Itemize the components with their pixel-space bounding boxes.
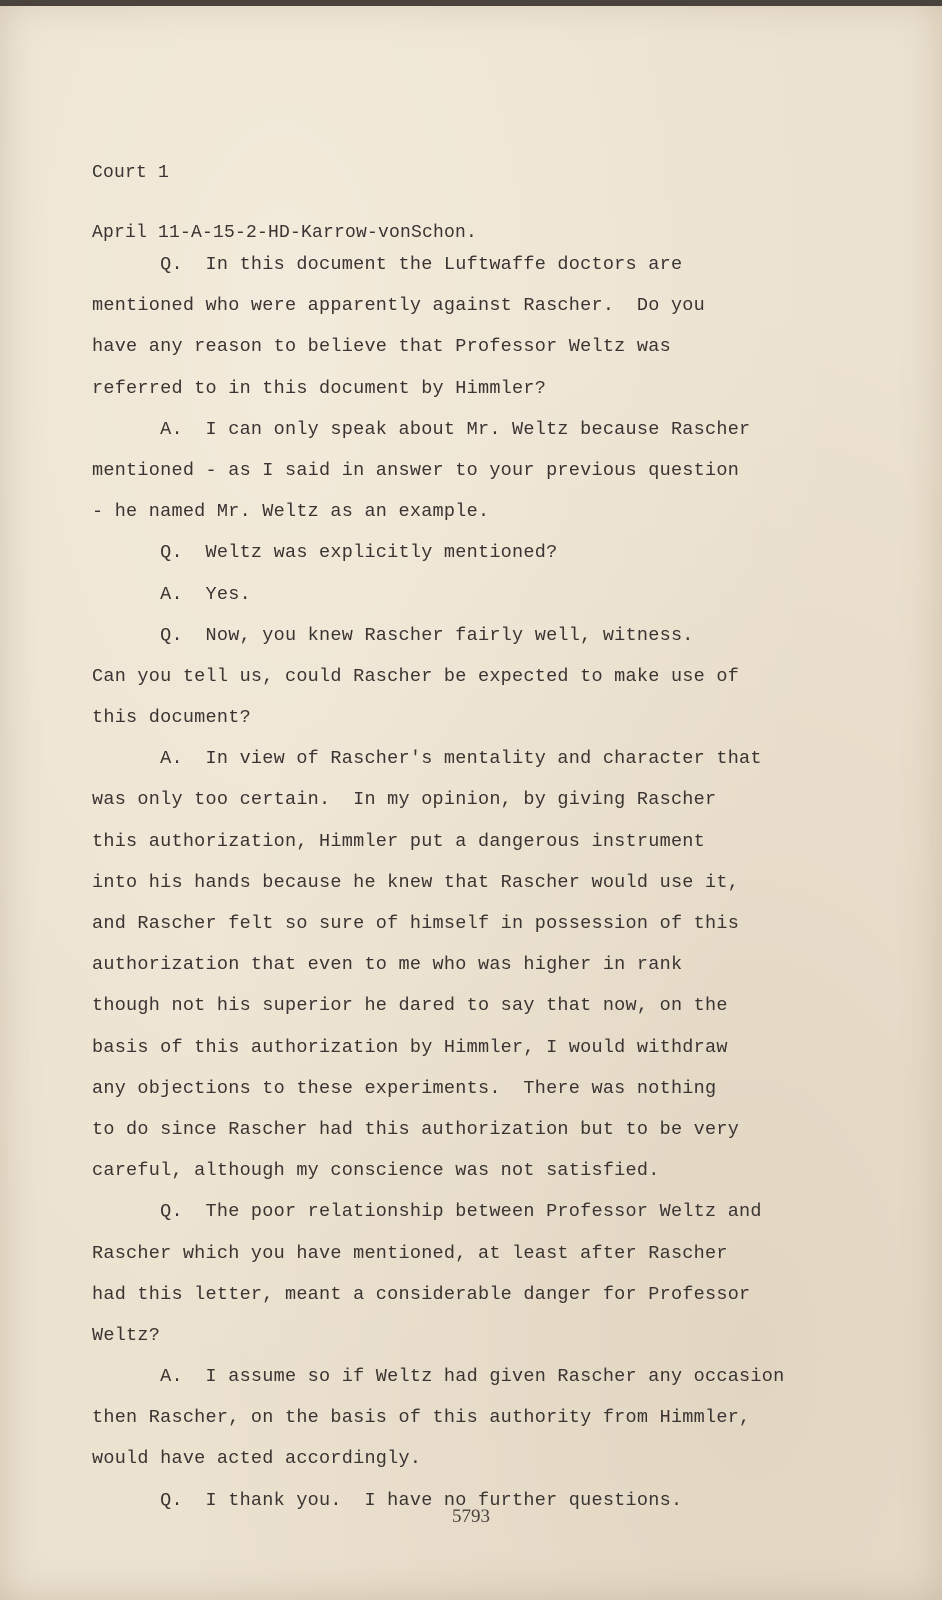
transcript-line: Q. In this document the Luftwaffe doctors are	[92, 254, 683, 275]
transcript-line: A. Yes.	[92, 583, 251, 605]
transcript-line: mentioned - as I said in answer to your previous question	[92, 459, 740, 481]
header-session-id: April 11-A-15-2-HD-Karrow-vonSchon.	[92, 223, 478, 243]
transcript-line: though not his superior he dared to say that now, on the	[92, 995, 728, 1017]
transcript-line: Q. Now, you knew Rascher fairly well, witness.	[92, 624, 694, 646]
transcript-line: Q. The poor relationship between Professor Weltz and	[92, 1201, 762, 1223]
transcript-line: basis of this authorization by Himmler, I would withdraw	[92, 1036, 728, 1058]
transcript-line: and Rascher felt so sure of himself in possession of this	[92, 913, 740, 934]
transcript-line: then Rascher, on the basis of this authority from Himmler,	[92, 1407, 751, 1429]
transcript-line: was only too certain. In my opinion, by giving Rascher	[92, 789, 717, 811]
transcript-line: A. In view of Rascher's mentality and character that	[92, 748, 762, 770]
transcript-line: would have acted accordingly.	[92, 1448, 422, 1470]
page-number: 5793	[452, 1506, 490, 1527]
page-top-edge	[0, 0, 942, 6]
transcript-line: to do since Rascher had this authorization but to be very	[92, 1118, 740, 1140]
transcript-line: Can you tell us, could Rascher be expected to make use of	[92, 665, 740, 687]
transcript-line: - he named Mr. Weltz as an example.	[92, 501, 490, 523]
transcript-line: Rascher which you have mentioned, at least after Rascher	[92, 1242, 728, 1264]
transcript-line: A. I can only speak about Mr. Weltz because Rascher	[92, 418, 751, 440]
transcript-line: this authorization, Himmler put a dangerous instrument	[92, 830, 705, 852]
transcript-line: referred to in this document by Himmler?	[92, 377, 547, 399]
transcript-body	[92, 244, 892, 1521]
transcript-line: this document?	[92, 707, 251, 729]
transcript-line: authorization that even to me who was higher in rank	[92, 954, 683, 976]
transcript-line: careful, although my conscience was not satisfied.	[92, 1160, 660, 1182]
transcript-line: A. I assume so if Weltz had given Rascher any occasion	[92, 1366, 785, 1388]
transcript-line: Q. I thank you. I have no further questions.	[92, 1489, 683, 1511]
transcript-line: into his hands because he knew that Rascher would use it,	[92, 871, 740, 893]
transcript-line: have any reason to believe that Professor Weltz was	[92, 336, 671, 358]
transcript-line: Weltz?	[92, 1324, 161, 1346]
header-court: Court 1	[92, 163, 170, 183]
transcript-line: mentioned who were apparently against Rascher. Do you	[92, 295, 705, 317]
transcript-line: Q. Weltz was explicitly mentioned?	[92, 542, 558, 564]
transcript-line: any objections to these experiments. There was nothing	[92, 1077, 717, 1099]
transcript-line: had this letter, meant a considerable danger for Professor	[92, 1283, 751, 1305]
